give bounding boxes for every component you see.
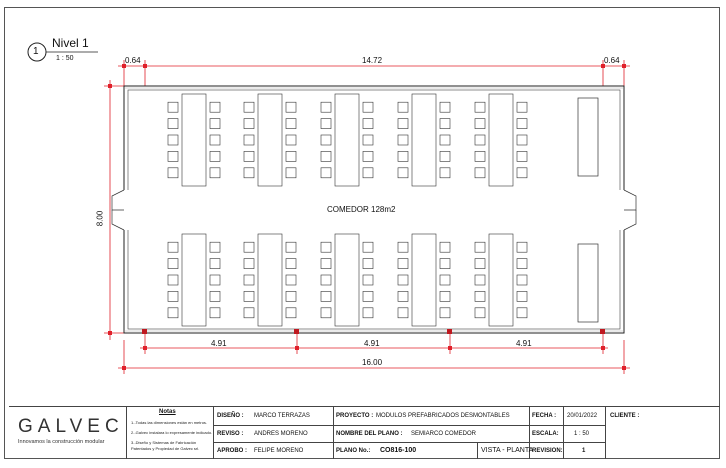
chair [286, 242, 296, 252]
chair [517, 168, 527, 178]
dim-top-right: 0.64 [604, 56, 620, 65]
chair [286, 291, 296, 301]
chair [398, 259, 408, 269]
chair [363, 308, 373, 318]
revision-value: 1 [582, 448, 586, 454]
proyecto-label: PROYECTO : [336, 413, 374, 419]
chair [321, 242, 331, 252]
table [412, 234, 436, 326]
table [335, 234, 359, 326]
chair [440, 102, 450, 112]
chair [168, 291, 178, 301]
chair [321, 259, 331, 269]
chair [210, 102, 220, 112]
company-tagline: Innovamos la construcción modular [18, 439, 105, 445]
chair [321, 275, 331, 285]
chair [210, 291, 220, 301]
chair [475, 102, 485, 112]
dim-bottom-3: 4.91 [516, 339, 532, 348]
chair [244, 242, 254, 252]
chair [517, 242, 527, 252]
escala-label: ESCALA: [532, 431, 559, 437]
chair [244, 151, 254, 161]
table [182, 94, 206, 186]
chair [398, 242, 408, 252]
chair [286, 119, 296, 129]
chair [440, 308, 450, 318]
fecha-value: 20/01/2022 [567, 413, 598, 419]
chair [244, 102, 254, 112]
chair [440, 275, 450, 285]
tb-divider [126, 407, 127, 459]
chair [517, 259, 527, 269]
note-line: 1.-Todas las dimensiones están en metros. [131, 420, 208, 425]
chair [475, 119, 485, 129]
chair [398, 135, 408, 145]
chair [363, 291, 373, 301]
tb-divider [213, 442, 606, 443]
chair [168, 242, 178, 252]
chair [168, 119, 178, 129]
chair [168, 102, 178, 112]
nombre-value: SEMIARCO COMEDOR [411, 431, 477, 437]
chair [475, 308, 485, 318]
proyecto-value: MODULOS PREFABRICADOS DESMONTABLES [376, 413, 510, 419]
chair [363, 135, 373, 145]
chair [210, 242, 220, 252]
chair [517, 102, 527, 112]
dim-bottom-2: 4.91 [364, 339, 380, 348]
chair [440, 151, 450, 161]
aprobo-value: FELIPE MORENO [254, 448, 304, 454]
view-number: 1 [33, 46, 39, 57]
chair [286, 308, 296, 318]
table [489, 234, 513, 326]
chair [517, 291, 527, 301]
chair [210, 119, 220, 129]
chair [475, 259, 485, 269]
chair [398, 291, 408, 301]
note-line: 3.-Diseño y Sistemas de Fabricación [131, 440, 197, 445]
chair [475, 168, 485, 178]
view-title: Nivel 1 [52, 36, 89, 50]
chair [517, 275, 527, 285]
chair [244, 275, 254, 285]
cliente-label: CLIENTE : [610, 413, 640, 419]
chair [475, 151, 485, 161]
chair [244, 119, 254, 129]
chair [440, 242, 450, 252]
chair [517, 308, 527, 318]
chair [363, 259, 373, 269]
dim-bottom-1: 4.91 [211, 339, 227, 348]
chair [475, 291, 485, 301]
chair [398, 168, 408, 178]
chair [168, 275, 178, 285]
chair [363, 119, 373, 129]
chair [321, 151, 331, 161]
chair [517, 119, 527, 129]
aprobo-label: APROBO : [217, 448, 247, 454]
chair [210, 135, 220, 145]
chair [440, 291, 450, 301]
chair [363, 102, 373, 112]
chair [363, 242, 373, 252]
table [335, 94, 359, 186]
chair [244, 308, 254, 318]
diseno-label: DISEÑO : [217, 413, 244, 419]
dim-top-middle: 14.72 [362, 56, 383, 65]
tb-divider [213, 407, 214, 459]
chair [244, 291, 254, 301]
tb-divider [477, 442, 478, 459]
table [489, 94, 513, 186]
chair [440, 259, 450, 269]
chair [440, 119, 450, 129]
dim-bottom-total: 16.00 [362, 358, 383, 367]
chair [321, 135, 331, 145]
counter-bottom [578, 244, 598, 322]
chair [363, 168, 373, 178]
chair [398, 275, 408, 285]
chair [440, 135, 450, 145]
chair [398, 119, 408, 129]
chair [321, 102, 331, 112]
table [182, 234, 206, 326]
note-line: Patentados y Propiedad de Galvec srl. [131, 446, 200, 451]
diseno-value: MARCO TERRAZAS [254, 413, 310, 419]
nombre-label: NOMBRE DEL PLANO : [336, 431, 403, 437]
chair [244, 135, 254, 145]
note-line: 2.-Galvec instalara lo expresamente indicado. [131, 430, 213, 435]
chair [517, 135, 527, 145]
reviso-value: ANDRES MORENO [254, 431, 308, 437]
chair [286, 102, 296, 112]
chair [286, 275, 296, 285]
chair [168, 259, 178, 269]
table [258, 234, 282, 326]
tb-divider [563, 407, 564, 459]
fecha-label: FECHA : [532, 413, 557, 419]
chair [210, 275, 220, 285]
chair [168, 151, 178, 161]
chair [244, 168, 254, 178]
plano-label: PLANO No.: [336, 448, 371, 454]
chair [475, 275, 485, 285]
chair [210, 259, 220, 269]
chair [321, 119, 331, 129]
plano-value: CO816-100 [380, 447, 417, 454]
vista-value: VISTA - PLANTA [481, 447, 534, 454]
dim-top-left: 0.64 [125, 56, 141, 65]
room-label: COMEDOR 128m2 [327, 205, 396, 214]
chair [286, 168, 296, 178]
chair [244, 259, 254, 269]
chair [475, 242, 485, 252]
chair [398, 102, 408, 112]
escala-value: 1 : 50 [574, 431, 590, 437]
company-logo: GALVEC [18, 416, 124, 437]
tb-divider [605, 407, 606, 459]
chair [475, 135, 485, 145]
chair [363, 151, 373, 161]
chair [440, 168, 450, 178]
chair [286, 151, 296, 161]
revision-label: REVISION: [532, 448, 563, 454]
chair [363, 275, 373, 285]
chair [321, 291, 331, 301]
chair [517, 151, 527, 161]
chair [398, 151, 408, 161]
chair [286, 135, 296, 145]
table [412, 94, 436, 186]
chair [168, 308, 178, 318]
chair [398, 308, 408, 318]
chair [168, 135, 178, 145]
tb-divider [213, 425, 606, 426]
dim-left-height: 8.00 [95, 210, 105, 227]
chair [210, 308, 220, 318]
chair [286, 259, 296, 269]
view-scale: 1 : 50 [56, 55, 74, 62]
chair [210, 151, 220, 161]
reviso-label: REVISO : [217, 431, 244, 437]
chair [168, 168, 178, 178]
chair [321, 168, 331, 178]
counter-top [578, 98, 598, 176]
chair [210, 168, 220, 178]
table [258, 94, 282, 186]
chair [321, 308, 331, 318]
notes-title: Notas [159, 409, 176, 415]
tb-divider [333, 407, 334, 459]
